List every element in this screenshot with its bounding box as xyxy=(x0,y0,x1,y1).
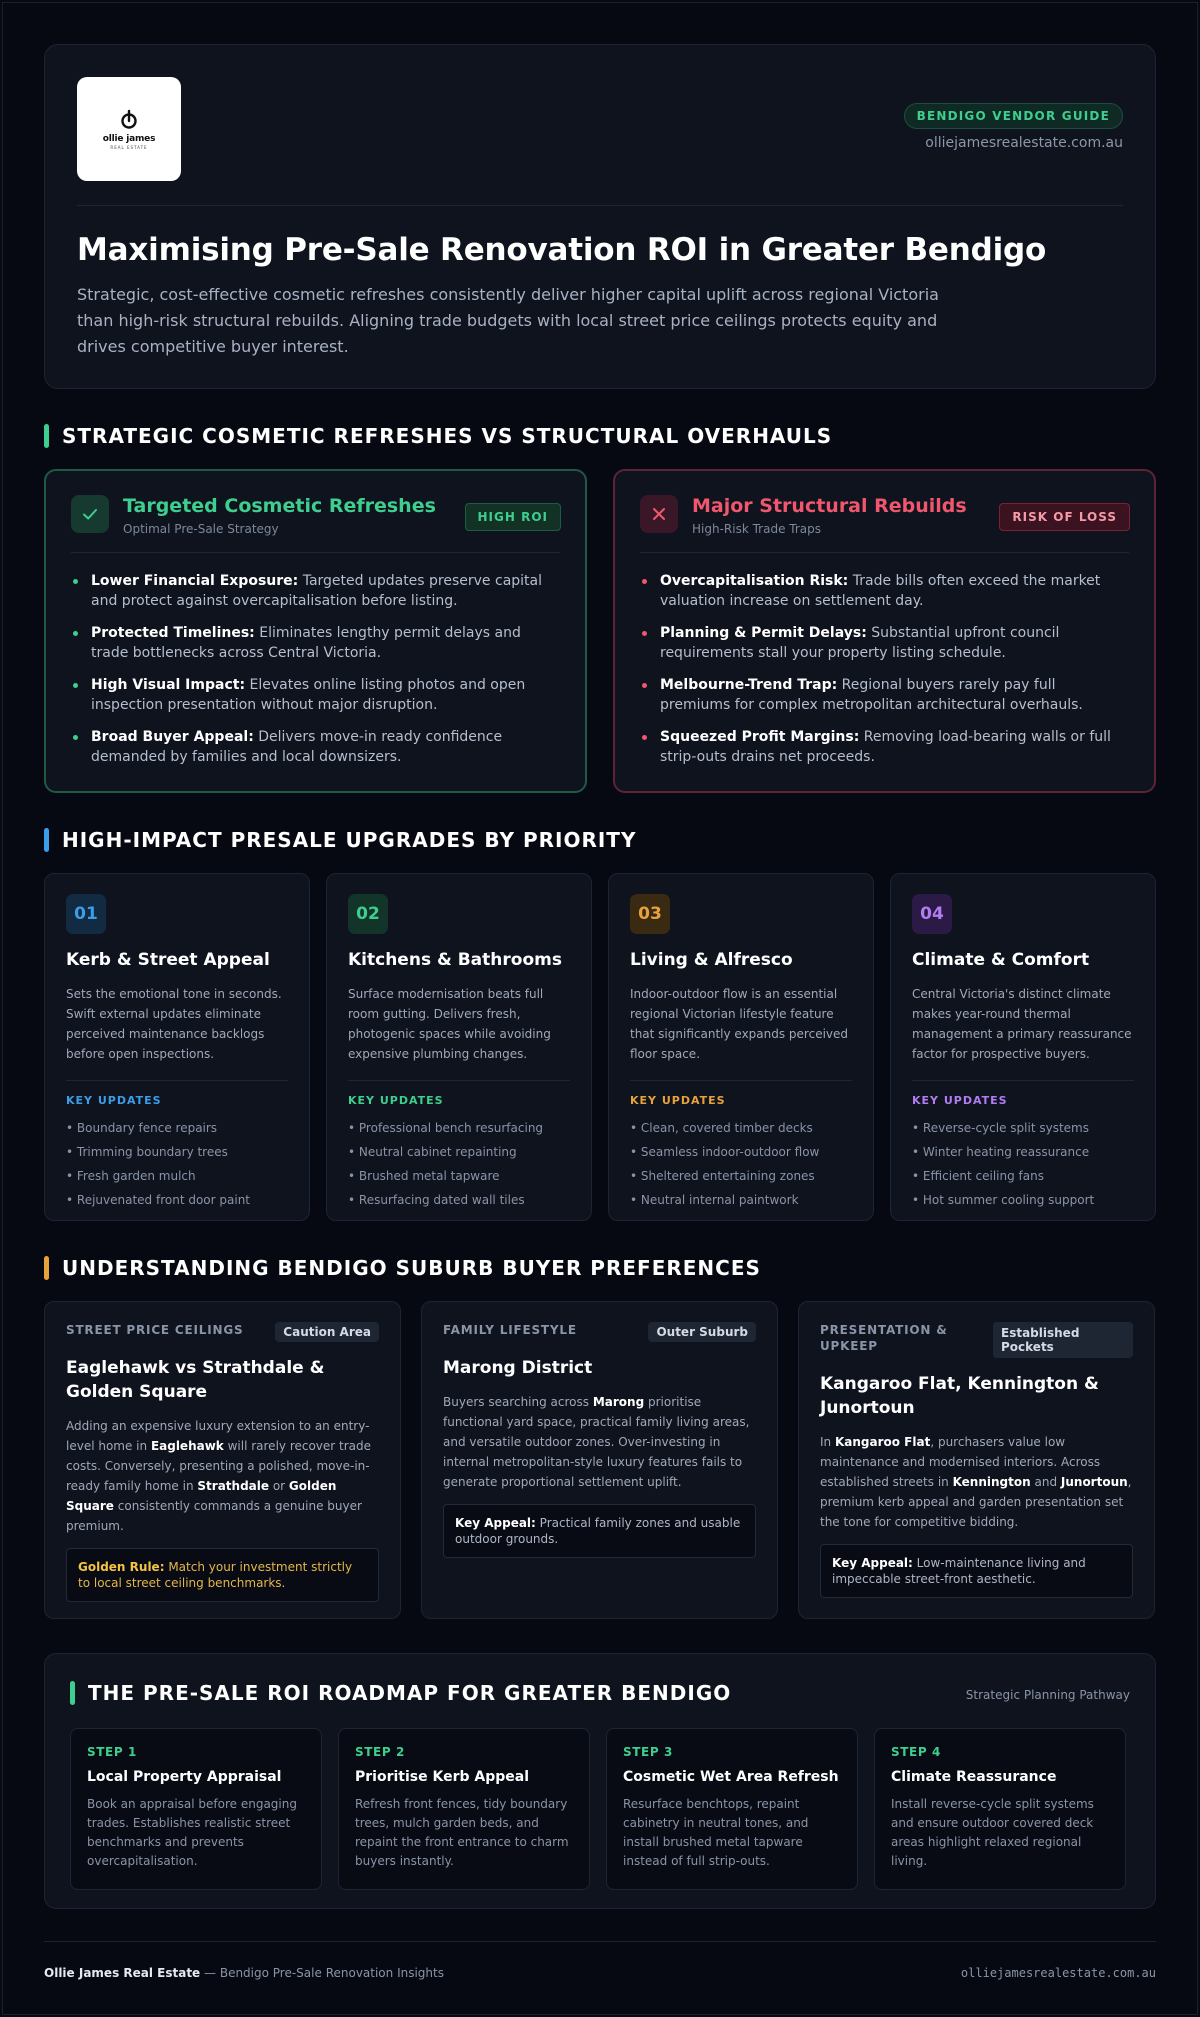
logo-name: ollie james xyxy=(102,134,156,144)
roadmap-step-2 xyxy=(338,1728,590,1890)
suburb-card-eaglehawk xyxy=(44,1301,401,1619)
key-updates-label: KEY UPDATES xyxy=(348,1094,444,1107)
card-title: Marong District xyxy=(443,1358,593,1378)
card-body: Adding an expensive luxury extension to an entry-level home in Eaglehawk will rarely recover trade costs. Conversely, presenting a polished, move-in-ready family home in Strathdale or Golden Square consistently commands a genuine buyer premium. xyxy=(66,1419,372,1533)
card-description: Central Victoria's distinct climate makes year-round thermal management a primary reassurance factor for prospective buyers. xyxy=(912,987,1132,1061)
step-number: STEP 2 xyxy=(355,1745,405,1759)
priority-number: 02 xyxy=(348,894,388,934)
footer-brand: Ollie James Real Estate — Bendigo Pre-Sale Renovation Insights xyxy=(44,1966,444,1980)
page-title: Maximising Pre-Sale Renovation ROI in Greater Bendigo xyxy=(77,232,1047,268)
section-accent-bar xyxy=(70,1681,75,1705)
priority-number: 01 xyxy=(66,894,106,934)
list-item: • Clean, covered timber decks xyxy=(630,1116,852,1140)
list-item: Broad Buyer Appeal: Delivers move-in ready confidence demanded by families and local downsizers. xyxy=(71,727,560,767)
update-list xyxy=(630,1116,852,1212)
card-body: In Kangaroo Flat, purchasers value low maintenance and modernised interiors. Across established streets in Kennington and Junortoun, premium kerb appeal and garden presentation set the tone for competitive bidding. xyxy=(820,1435,1132,1529)
step-title: Prioritise Kerb Appeal xyxy=(355,1769,529,1785)
list-item: • Brushed metal tapware xyxy=(348,1164,570,1188)
cosmetic-refresh-card xyxy=(44,469,587,793)
area-tag: Outer Suburb xyxy=(648,1322,756,1342)
update-list xyxy=(912,1116,1134,1212)
card-category: STREET PRICE CEILINGS xyxy=(66,1323,244,1337)
priority-card-climate xyxy=(890,873,1156,1221)
priority-card-kerb xyxy=(44,873,310,1221)
roadmap-step-4 xyxy=(874,1728,1126,1890)
key-updates-label: KEY UPDATES xyxy=(912,1094,1008,1107)
area-tag: Caution Area xyxy=(275,1322,379,1342)
hero-meta xyxy=(904,103,1123,151)
intro-text: Strategic, cost-effective cosmetic refreshes consistently deliver higher capital uplift across regional Victoria than high-risk structural rebuilds. Aligning trade budgets with local street price ceilings protects equity and drives competitive buyer interest. xyxy=(77,285,939,356)
website-link[interactable]: olliejamesrealestate.com.au xyxy=(925,135,1123,151)
section-title: STRATEGIC COSMETIC REFRESHES VS STRUCTURAL OVERHAULS xyxy=(62,424,833,448)
divider xyxy=(66,1080,288,1081)
priority-card-living xyxy=(608,873,874,1221)
key-appeal-callout: Key Appeal: Practical family zones and usable outdoor grounds. xyxy=(443,1504,756,1558)
card-title: Living & Alfresco xyxy=(630,950,793,970)
key-updates-label: KEY UPDATES xyxy=(630,1094,726,1107)
card-description: Sets the emotional tone in seconds. Swift external updates eliminate perceived maintenance backlogs before open inspections. xyxy=(66,987,282,1061)
roadmap-steps xyxy=(70,1728,1130,1890)
key-updates-label: KEY UPDATES xyxy=(66,1094,162,1107)
divider xyxy=(77,205,1123,206)
list-item: Planning & Permit Delays: Substantial upfront council requirements stall your property listing schedule. xyxy=(640,623,1129,663)
priority-number: 03 xyxy=(630,894,670,934)
list-item: • Trimming boundary trees xyxy=(66,1140,288,1164)
card-subtitle: Optimal Pre-Sale Strategy xyxy=(123,522,279,536)
list-item: • Neutral internal paintwork xyxy=(630,1188,852,1212)
section-header-suburbs xyxy=(44,1255,1156,1281)
roadmap-step-3 xyxy=(606,1728,858,1890)
priority-grid xyxy=(44,873,1156,1221)
step-body: Refresh front fences, tidy boundary trees, mulch garden beds, and repaint the front entrance to charm buyers instantly. xyxy=(355,1797,569,1868)
card-title: Targeted Cosmetic Refreshes xyxy=(123,495,436,517)
suburb-grid xyxy=(44,1301,1156,1619)
key-appeal-callout: Key Appeal: Low-maintenance living and impeccable street-front aesthetic. xyxy=(820,1544,1133,1598)
card-title: Kangaroo Flat, Kennington & Junortoun xyxy=(820,1374,1099,1418)
section-title: UNDERSTANDING BENDIGO SUBURB BUYER PREFERENCES xyxy=(62,1256,761,1280)
divider xyxy=(630,1080,852,1081)
list-item: • Reverse-cycle split systems xyxy=(912,1116,1134,1140)
list-item: • Seamless indoor-outdoor flow xyxy=(630,1140,852,1164)
update-list xyxy=(66,1116,288,1212)
divider xyxy=(71,552,560,553)
list-item: Melbourne-Trend Trap: Regional buyers rarely pay full premiums for complex metropolitan architectural overhauls. xyxy=(640,675,1129,715)
divider xyxy=(348,1080,570,1081)
update-list xyxy=(348,1116,570,1212)
list-item: Overcapitalisation Risk: Trade bills often exceed the market valuation increase on settlement day. xyxy=(640,571,1129,611)
list-item: • Sheltered entertaining zones xyxy=(630,1164,852,1188)
step-body: Book an appraisal before engaging trades. Establishes realistic street benchmarks and prevents overcapitalisation. xyxy=(87,1797,297,1868)
benefit-list xyxy=(71,571,560,767)
footer-divider xyxy=(44,1941,1156,1942)
card-description: Indoor-outdoor flow is an essential regional Victorian lifestyle feature that significantly expands perceived floor space. xyxy=(630,987,849,1061)
footer-url-link[interactable]: olliejamesrealestate.com.au xyxy=(960,1966,1156,1980)
card-category: PRESENTATION & UPKEEP xyxy=(820,1323,948,1353)
high-roi-badge: HIGH ROI xyxy=(465,503,561,531)
golden-rule-callout: Golden Rule: Match your investment strictly to local street ceiling benchmarks. xyxy=(66,1548,379,1602)
card-title: Eaglehawk vs Strathdale & Golden Square xyxy=(66,1358,325,1402)
comparison-row xyxy=(44,469,1156,793)
step-number: STEP 4 xyxy=(891,1745,941,1759)
divider xyxy=(640,552,1129,553)
cross-icon xyxy=(640,495,678,533)
roadmap-meta: Strategic Planning Pathway xyxy=(965,1688,1130,1702)
list-item: • Professional bench resurfacing xyxy=(348,1116,570,1140)
list-item: • Neutral cabinet repainting xyxy=(348,1140,570,1164)
list-item: High Visual Impact: Elevates online listing photos and open inspection presentation without major disruption. xyxy=(71,675,560,715)
section-header-strategy xyxy=(44,423,1156,449)
footer xyxy=(44,1966,1156,1980)
card-title: Climate & Comfort xyxy=(912,950,1090,970)
suburb-card-marong xyxy=(421,1301,778,1619)
section-title: THE PRE-SALE ROI ROADMAP FOR GREATER BENDIGO xyxy=(88,1681,732,1705)
section-title: HIGH-IMPACT PRESALE UPGRADES BY PRIORITY xyxy=(62,828,637,852)
section-header-priority xyxy=(44,827,1156,853)
card-description: Surface modernisation beats full room gutting. Delivers fresh, photogenic spaces while avoiding expensive plumbing changes. xyxy=(348,987,551,1061)
card-category: FAMILY LIFESTYLE xyxy=(443,1323,577,1337)
step-title: Climate Reassurance xyxy=(891,1769,1057,1785)
page-content xyxy=(44,44,1156,1980)
roadmap-step-1 xyxy=(70,1728,322,1890)
check-icon xyxy=(71,495,109,533)
step-number: STEP 3 xyxy=(623,1745,673,1759)
section-accent-bar xyxy=(44,1256,49,1280)
list-item: • Hot summer cooling support xyxy=(912,1188,1134,1212)
list-item: • Efficient ceiling fans xyxy=(912,1164,1134,1188)
step-title: Cosmetic Wet Area Refresh xyxy=(623,1769,839,1785)
card-title: Kitchens & Bathrooms xyxy=(348,950,562,970)
hero-card xyxy=(44,44,1156,389)
risk-list xyxy=(640,571,1129,767)
list-item: • Rejuvenated front door paint xyxy=(66,1188,288,1212)
divider xyxy=(912,1080,1134,1081)
logo-subtitle: REAL ESTATE xyxy=(110,145,148,150)
list-item: • Resurfacing dated wall tiles xyxy=(348,1188,570,1212)
priority-card-kitchens xyxy=(326,873,592,1221)
list-item: • Fresh garden mulch xyxy=(66,1164,288,1188)
card-body: Buyers searching across Marong prioritise functional yard space, practical family living areas, and versatile outdoor zones. Over-investing in internal metropolitan-style luxury features fails to generate proportional settlement uplift. xyxy=(443,1395,750,1489)
list-item: • Winter heating reassurance xyxy=(912,1140,1134,1164)
step-number: STEP 1 xyxy=(87,1745,137,1759)
step-title: Local Property Appraisal xyxy=(87,1769,282,1785)
list-item: Protected Timelines: Eliminates lengthy permit delays and trade bottlenecks across Central Victoria. xyxy=(71,623,560,663)
priority-number: 04 xyxy=(912,894,952,934)
brand-logo[interactable] xyxy=(77,77,181,181)
suburb-card-kangaroo-flat xyxy=(798,1301,1155,1619)
list-item: Lower Financial Exposure: Targeted updates preserve capital and protect against overcapitalisation before listing. xyxy=(71,571,560,611)
logo-mark-icon xyxy=(117,108,141,132)
step-body: Resurface benchtops, repaint cabinetry in neutral tones, and install brushed metal tapware instead of full strip-outs. xyxy=(623,1797,809,1868)
card-title: Kerb & Street Appeal xyxy=(66,950,270,970)
list-item: • Boundary fence repairs xyxy=(66,1116,288,1140)
area-tag: Established Pockets xyxy=(993,1322,1133,1358)
guide-badge: BENDIGO VENDOR GUIDE xyxy=(904,103,1123,129)
roadmap-card xyxy=(44,1653,1156,1909)
section-accent-bar xyxy=(44,424,49,448)
risk-badge: RISK OF LOSS xyxy=(999,503,1130,531)
card-title: Major Structural Rebuilds xyxy=(692,495,967,517)
section-accent-bar xyxy=(44,828,49,852)
step-body: Install reverse-cycle split systems and ensure outdoor covered deck areas highlight relaxed regional living. xyxy=(891,1797,1094,1868)
structural-rebuild-card xyxy=(613,469,1156,793)
list-item: Squeezed Profit Margins: Removing load-bearing walls or full strip-outs drains net proceeds. xyxy=(640,727,1129,767)
card-subtitle: High-Risk Trade Traps xyxy=(692,522,821,536)
